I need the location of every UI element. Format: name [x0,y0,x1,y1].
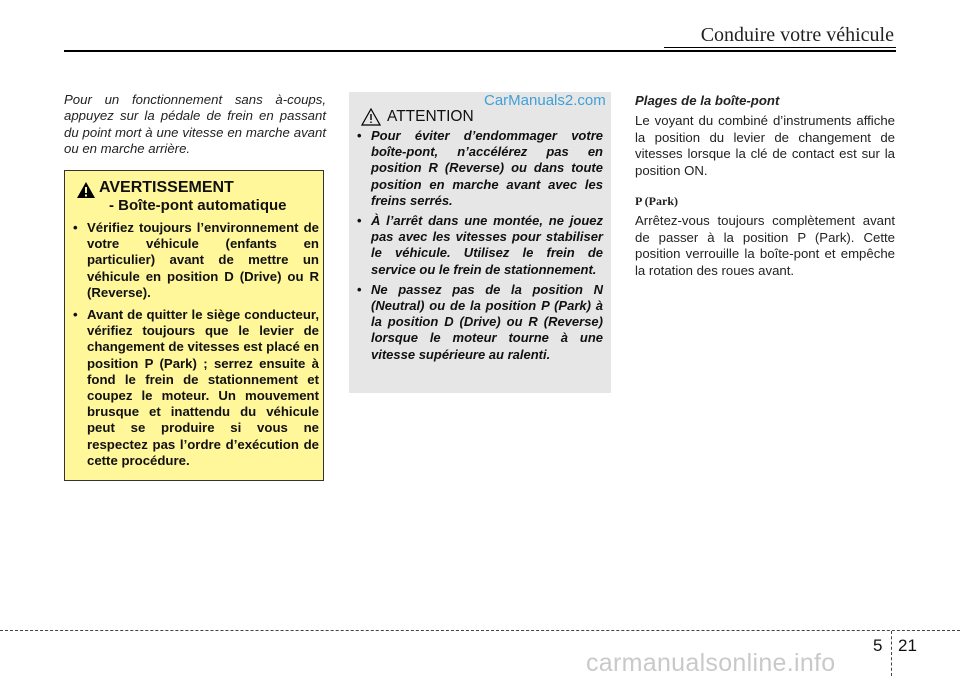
page-number: 21 [898,636,917,655]
right-column [635,92,895,279]
warning-heading [99,179,286,215]
intro-paragraph: Pour un fonctionnement sans à-coups, appuyez sur la pédale de frein en passant du point mort à une vitesse en marche avant ou en marche arrière. [64,92,326,157]
body-paragraph-1: Le voyant du combiné d’instruments affiche la position du levier de changement de vitesses lorsque la clé de contact est sur la position ON. [635,113,895,178]
footer-divider [891,631,892,676]
warning-list [73,220,319,475]
bullet: • [73,220,78,235]
bullet: • [357,213,362,229]
warning-title: AVERTISSEMENT [99,179,234,196]
footer-rule [0,630,960,631]
attention-item-text: Ne passez pas de la position N (Neutral) ou de la position P (Park) à la position D (Drive) ou R (Reverse) lorsque le moteur tourne à une vitesse supérieure au ralenti. [371,281,603,362]
body-paragraph-2: Arrêtez-vous toujours complètement avant de passer à la position P (Park). Cette position verrouille la boîte-pont et empêche la rotation des roues avant. [635,213,895,278]
warning-subtitle: - Boîte-pont automatique [109,197,287,214]
attention-title: ATTENTION [387,108,474,125]
attention-item-text: Pour éviter d’endommager votre boîte-pont, n’accélérez pas en position R (Reverse) ou dans toute position en marche avant avec les freins serrés. [371,128,603,208]
page-header-title: Conduire votre véhicule [700,24,894,46]
attention-item [357,282,603,363]
attention-box [349,92,611,393]
warning-item-text: Avant de quitter le siège conducteur, vérifiez toujours que le levier de changement de vitesses est placé en position P (Park) ; serrez ensuite à fond le frein de stationnement et coupez le moteur. Un mouvement brusque et inattendu du véhicule peut se produire si vous ne respectez pas l’ordre d’exécution de cette procédure. [87,307,319,468]
warning-item-text: Vérifiez toujours l’environnement de votre véhicule (enfants en particulier) avant de mettre un véhicule en position D (Drive) ou R (Reverse). [87,220,319,300]
sub-heading-park: P (Park) [635,194,678,208]
bullet: • [73,307,78,323]
bullet: • [357,128,362,143]
warning-item [73,220,319,301]
watermark-top[interactable]: CarManuals2.com [484,92,606,109]
bullet: • [357,281,362,297]
warning-item [73,307,319,469]
header-rule-thin [664,47,896,48]
warning-box [64,170,324,481]
watermark-bottom[interactable]: carmanualsonline.info [586,649,836,677]
caution-triangle-icon [361,108,381,126]
attention-item [357,213,603,278]
warning-triangle-icon [77,182,95,198]
section-heading: Plages de la boîte-pont [635,93,780,108]
chapter-number: 5 [873,636,883,655]
attention-item [357,128,603,209]
attention-list [357,128,603,367]
attention-item-text: À l’arrêt dans une montée, ne jouez pas avec les vitesses pour stabiliser le véhicule. Utilisez le frein de service ou le frein de stationnement. [371,213,603,277]
header-rule [64,50,896,52]
